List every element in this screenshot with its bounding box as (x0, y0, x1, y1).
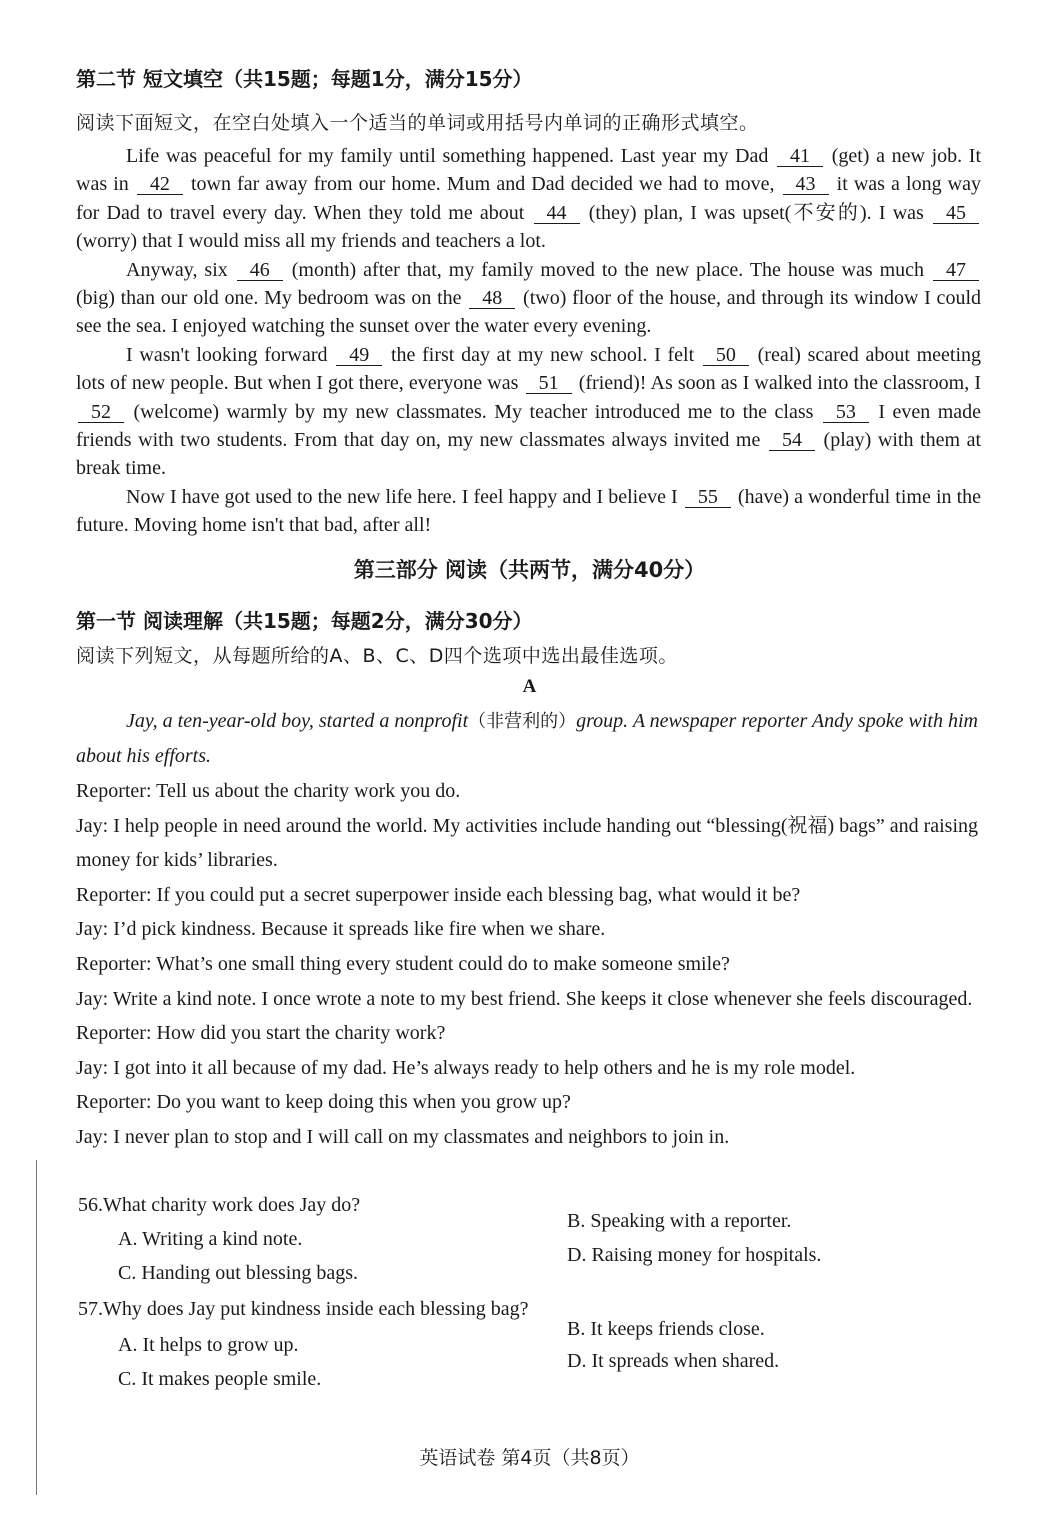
blank-41: 41 (777, 146, 823, 167)
text: (get) a new job. It was in (76, 145, 982, 196)
cloze-paragraph-4 (76, 483, 981, 540)
cloze-paragraph-2 (76, 256, 981, 341)
text: (they) plan, I was upset(不安的). I was (588, 201, 924, 224)
interview-dialogue (76, 774, 981, 1155)
intro-text: group. A newspaper reporter Andy spoke with him about his efforts. (76, 710, 978, 767)
dialogue-line: Jay: I got into it all because of my dad. He’s always ready to help others and he is my role model. (76, 1056, 856, 1079)
q56-option-d[interactable]: D. Raising money for hospitals. (567, 1244, 822, 1266)
blank-52: 52 (78, 402, 124, 423)
blank-43: 43 (783, 174, 829, 195)
text: (play) with them at break time. (76, 429, 982, 480)
text: Life was peaceful for my family until something happened. Last year my Dad (126, 145, 769, 167)
text: I wasn't looking forward (126, 343, 328, 366)
part3-title: 第三部分 阅读（共两节，满分40分） (353, 558, 706, 582)
dialogue-line: Jay: I’d pick kindness. Because it spreads like fire when we share. (76, 918, 606, 941)
blank-49: 49 (336, 345, 382, 366)
text: (worry) that I would miss all my friends and teachers a lot. (76, 230, 546, 253)
q56-option-c[interactable]: C. Handing out blessing bags. (118, 1262, 358, 1284)
text: I even made friends with two students. From that day on, my new classmates always invited me (76, 400, 982, 452)
q57-option-d[interactable]: D. It spreads when shared. (567, 1350, 780, 1372)
blank-51: 51 (526, 373, 572, 394)
page-footer: 英语试卷 第4页（共8页） (419, 1447, 640, 1469)
q56-option-a[interactable]: A. Writing a kind note. (118, 1228, 303, 1250)
blank-48: 48 (469, 288, 515, 309)
intro-text: Jay, a ten-year-old boy, started a nonprofit (126, 710, 469, 732)
blank-53: 53 (823, 402, 869, 423)
q57-option-a[interactable]: A. It helps to grow up. (118, 1334, 299, 1356)
passage-intro (76, 704, 981, 774)
text: (have) a wonderful time in the future. Moving home isn't that bad, after all! (76, 485, 982, 537)
text: Now I have got used to the new life here. I feel happy and I believe I (126, 485, 678, 508)
q57-option-c[interactable]: C. It makes people smile. (118, 1368, 322, 1390)
blank-55: 55 (685, 487, 731, 508)
text: the first day at my new school. I felt (390, 343, 695, 366)
text: (welcome) warmly by my new classmates. My teacher introduced me to the class (133, 400, 814, 423)
section-title-reading: 第一节 阅读理解（共15题；每题2分，满分30分） (76, 609, 533, 633)
section-title-cloze: 第二节 短文填空（共15题；每题1分，满分15分） (76, 67, 533, 91)
cloze-passage (76, 142, 981, 540)
cloze-paragraph-1 (76, 142, 981, 256)
text: (month) after that, my family moved to the new place. The house was much (291, 258, 925, 281)
dialogue-line: Reporter: Tell us about the charity work you do. (76, 780, 461, 802)
dialogue-line: Jay: I help people in need around the world. My activities include handing out “blessing(祝福) bags” and raising money for kids’ libraries. (76, 814, 979, 872)
dialogue-line: Reporter: How did you start the charity work? (76, 1022, 446, 1045)
blank-47: 47 (933, 260, 979, 281)
q56-option-b[interactable]: B. Speaking with a reporter. (567, 1210, 792, 1232)
q57-option-b[interactable]: B. It keeps friends close. (567, 1318, 765, 1340)
question-57-stem: 57.Why does Jay put kindness inside each blessing bag? (78, 1298, 529, 1320)
passage-letter: A (522, 676, 537, 697)
dialogue-line: Reporter: Do you want to keep doing this when you grow up? (76, 1091, 571, 1114)
dialogue-line: Jay: I never plan to stop and I will call on my classmates and neighbors to join in. (76, 1125, 730, 1148)
question-56-stem: 56.What charity work does Jay do? (78, 1194, 361, 1216)
dialogue-line: Reporter: What’s one small thing every student could do to make someone smile? (76, 952, 730, 975)
blank-45: 45 (933, 203, 979, 224)
text: it was a long way for Dad to travel every day. When they told me about (76, 173, 981, 224)
blank-44: 44 (534, 203, 580, 224)
section-instruction-cloze: 阅读下面短文，在空白处填入一个适当的单词或用括号内单词的正确形式填空。 (76, 112, 759, 134)
text: (friend)! As soon as I walked into the classroom, I (578, 372, 982, 395)
text: town far away from our home. Mum and Dad decided we had to move, (190, 173, 775, 196)
blank-50: 50 (703, 345, 749, 366)
dialogue-line: Reporter: If you could put a secret superpower inside each blessing bag, what would it be? (76, 883, 801, 906)
text: (two) floor of the house, and through its window I could see the sea. I enjoyed watching the sunset over the water every evening. (76, 287, 981, 338)
text: (big) than our old one. My bedroom was on the (76, 287, 462, 310)
intro-gloss: （非营利的） (468, 711, 577, 732)
cloze-paragraph-3 (76, 341, 981, 483)
text: (real) scared about meeting lots of new people. But when I got there, everyone was (76, 343, 982, 395)
blank-46: 46 (237, 260, 283, 281)
blank-42: 42 (137, 174, 183, 195)
dialogue-line: Jay: Write a kind note. I once wrote a note to my best friend. She keeps it close whenever she feels discouraged. (76, 987, 973, 1010)
blank-54: 54 (769, 430, 815, 451)
text: Anyway, six (126, 258, 228, 281)
section-instruction-reading: 阅读下列短文，从每题所给的A、B、C、D四个选项中选出最佳选项。 (76, 645, 678, 667)
